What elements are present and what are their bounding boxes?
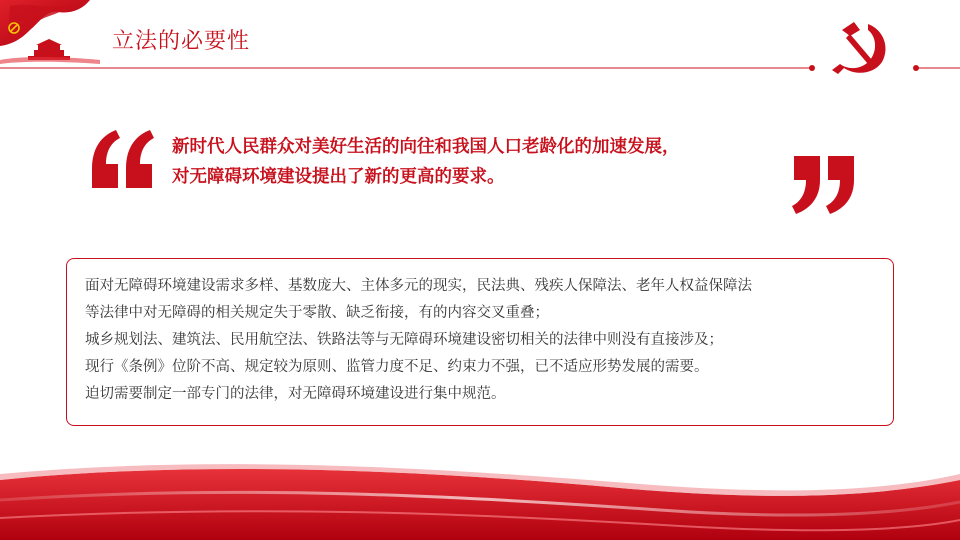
quote-line: 新时代人民群众对美好生活的向往和我国人口老龄化的加速发展， xyxy=(172,137,680,157)
header-divider xyxy=(0,64,960,76)
body-line: 迫切需要制定一部专门的法律，对无障碍环境建设进行集中规范。 xyxy=(85,386,506,402)
page-title: 立法的必要性 xyxy=(112,29,251,54)
body-line: 等法律中对无障碍的相关规定失于零散、缺乏衔接，有的内容交叉重叠； xyxy=(85,305,549,321)
close-quote-icon xyxy=(790,154,858,216)
party-emblem-icon xyxy=(828,16,892,76)
quote-line: 对无障碍环境建设提出了新的更高的要求。 xyxy=(172,167,505,187)
content-box xyxy=(66,258,894,426)
body-line: 现行《条例》位阶不高、规定较为原则、监管力度不足、约束力不强，已不适应形势发展的需要。 xyxy=(85,359,709,375)
open-quote-icon xyxy=(88,128,156,190)
red-flag-logo-icon xyxy=(0,0,100,72)
bottom-ribbon-decoration xyxy=(0,440,960,540)
highlight-quote xyxy=(172,132,792,192)
body-line: 面对无障碍环境建设需求多样、基数庞大、主体多元的现实，民法典、残疾人保障法、老年人权益保障法 xyxy=(85,278,752,294)
body-line: 城乡规划法、建筑法、民用航空法、铁路法等与无障碍环境建设密切相关的法律中则没有直接涉及； xyxy=(85,332,723,348)
